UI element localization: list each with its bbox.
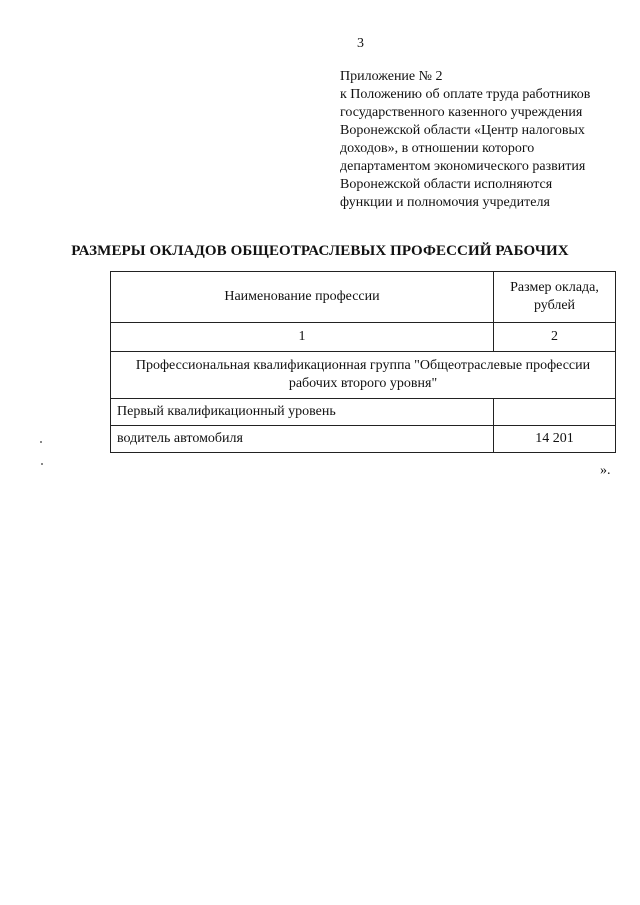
level-name: Первый квалификационный уровень — [111, 399, 494, 426]
appendix-line: Воронежской области «Центр налоговых — [340, 123, 585, 138]
group-line1: Профессиональная квалификационная группа "Общеотраслевые профессии — [135, 358, 591, 373]
group-row — [111, 352, 616, 399]
appendix-line: функции и полномочия учредителя — [340, 195, 550, 210]
group-line2: рабочих второго уровня" — [288, 376, 438, 391]
appendix-line: Приложение № 2 — [340, 69, 443, 84]
column-number-row — [111, 323, 616, 352]
job-salary: 14 201 — [494, 426, 616, 453]
appendix-line: государственного казенного учреждения — [340, 105, 583, 120]
document-title: РАЗМЕРЫ ОКЛАДОВ ОБЩЕОТРАСЛЕВЫХ ПРОФЕССИЙ РАБОЧИХ — [71, 243, 569, 259]
column-number-2: 2 — [494, 323, 616, 352]
appendix-header — [340, 68, 630, 212]
header-salary — [494, 272, 616, 323]
appendix-line: Воронежской области исполняются — [340, 177, 553, 192]
scan-speck — [40, 441, 42, 443]
scan-speck — [41, 463, 43, 465]
header-profession: Наименование профессии — [111, 272, 494, 323]
table-row — [111, 426, 616, 453]
level-value — [494, 399, 616, 426]
appendix-line: к Положению об оплате труда работников — [340, 87, 591, 102]
level-row — [111, 399, 616, 426]
table-header-row — [111, 272, 616, 323]
column-number-1: 1 — [111, 323, 494, 352]
header-salary-line2: рублей — [533, 298, 576, 313]
job-name: водитель автомобиля — [111, 426, 494, 453]
page-number: 3 — [357, 36, 364, 51]
appendix-line: доходов», в отношении которого — [340, 141, 535, 156]
closing-quote-mark: ». — [600, 463, 611, 478]
header-salary-line1: Размер оклада, — [510, 280, 599, 295]
salary-table — [110, 271, 616, 453]
appendix-line: департаментом экономического развития — [340, 159, 586, 174]
group-cell — [111, 352, 616, 399]
